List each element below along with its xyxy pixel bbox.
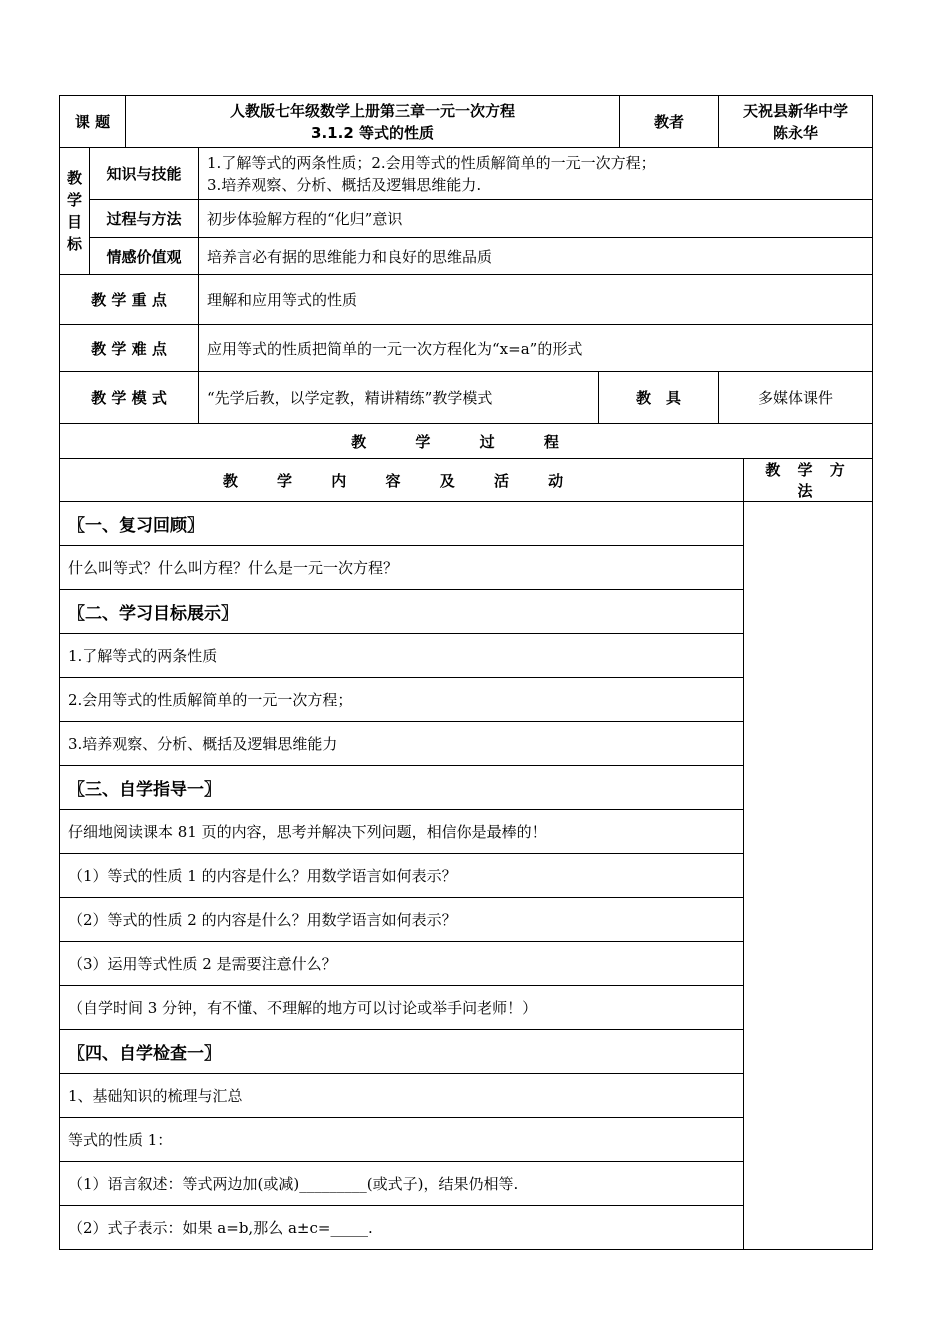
content-text: （3）运用等式性质 2 是需要注意什么？ <box>60 942 744 986</box>
content-text: 等式的性质 1： <box>60 1118 744 1162</box>
section-heading: 〖一、复习回顾〗 <box>60 502 744 546</box>
lesson-title-line2: 3.1.2 等式的性质 <box>311 123 434 142</box>
goal-text-knowledge: 1.了解等式的两条性质；2.会用等式的性质解简单的一元一次方程； 3.培养观察、分析、概括及逻辑思维能力. <box>199 148 873 200</box>
author-name: 陈永华 <box>773 123 819 142</box>
method-header: 教 学 方 法 <box>744 459 873 502</box>
process-table <box>59 459 873 1250</box>
focus-label: 教 学 重 点 <box>60 275 199 325</box>
content-text: （1）等式的性质 1 的内容是什么？用数学语言如何表示？ <box>60 854 744 898</box>
section-heading: 〖二、学习目标展示〗 <box>60 590 744 634</box>
focus-text: 理解和应用等式的性质 <box>199 275 873 325</box>
content-text: （2）等式的性质 2 的内容是什么？用数学语言如何表示？ <box>60 898 744 942</box>
goal-label-process: 过程与方法 <box>90 200 199 238</box>
author-info <box>719 96 873 148</box>
mode-text: “先学后教，以学定教，精讲精练”教学模式 <box>199 372 599 424</box>
author-school: 天祝县新华中学 <box>743 101 849 120</box>
content-header: 教 学 内 容 及 活 动 <box>60 459 744 502</box>
process-title: 教 学 过 程 <box>60 424 873 459</box>
content-text: 什么叫等式？什么叫方程？什么是一元一次方程？ <box>60 546 744 590</box>
content-text: 仔细地阅读课本 81 页的内容，思考并解决下列问题，相信你是最棒的！ <box>60 810 744 854</box>
goal-label-knowledge: 知识与技能 <box>90 148 199 200</box>
tools-label: 教 具 <box>599 372 719 424</box>
tools-text: 多媒体课件 <box>719 372 873 424</box>
goal-text-emotion: 培养言必有据的思维能力和良好的思维品质 <box>199 238 873 275</box>
section-heading: 〖三、自学指导一〗 <box>60 766 744 810</box>
ke-ti-label: 课 题 <box>60 96 126 148</box>
content-text: 1、基础知识的梳理与汇总 <box>60 1074 744 1118</box>
content-text: 3.培养观察、分析、概括及逻辑思维能力 <box>60 722 744 766</box>
section-heading: 〖四、自学检查一〗 <box>60 1030 744 1074</box>
content-text: （1）语言叙述：等式两边加(或减)_________(或式子)，结果仍相等. <box>60 1162 744 1206</box>
content-text: 1.了解等式的两条性质 <box>60 634 744 678</box>
lesson-header-table <box>59 95 873 459</box>
method-column <box>744 502 873 1250</box>
section-row <box>60 502 873 546</box>
goal-text-process: 初步体验解方程的“化归”意识 <box>199 200 873 238</box>
content-text: （自学时间 3 分钟，有不懂、不理解的地方可以讨论或举手问老师！） <box>60 986 744 1030</box>
content-text: （2）式子表示：如果 a=b,那么 a±c=_____. <box>60 1206 744 1250</box>
difficulty-label: 教 学 难 点 <box>60 325 199 372</box>
goals-side-label: 教 学 目 标 <box>60 148 90 275</box>
content-text: 2.会用等式的性质解简单的一元一次方程； <box>60 678 744 722</box>
author-label: 教者 <box>620 96 719 148</box>
lesson-title <box>126 96 620 148</box>
lesson-title-line1: 人教版七年级数学上册第三章一元一次方程 <box>230 101 516 120</box>
difficulty-text: 应用等式的性质把简单的一元一次方程化为“x=a”的形式 <box>199 325 873 372</box>
mode-label: 教 学 模 式 <box>60 372 199 424</box>
goal-label-emotion: 情感价值观 <box>90 238 199 275</box>
lesson-plan-sheet <box>59 95 872 1250</box>
